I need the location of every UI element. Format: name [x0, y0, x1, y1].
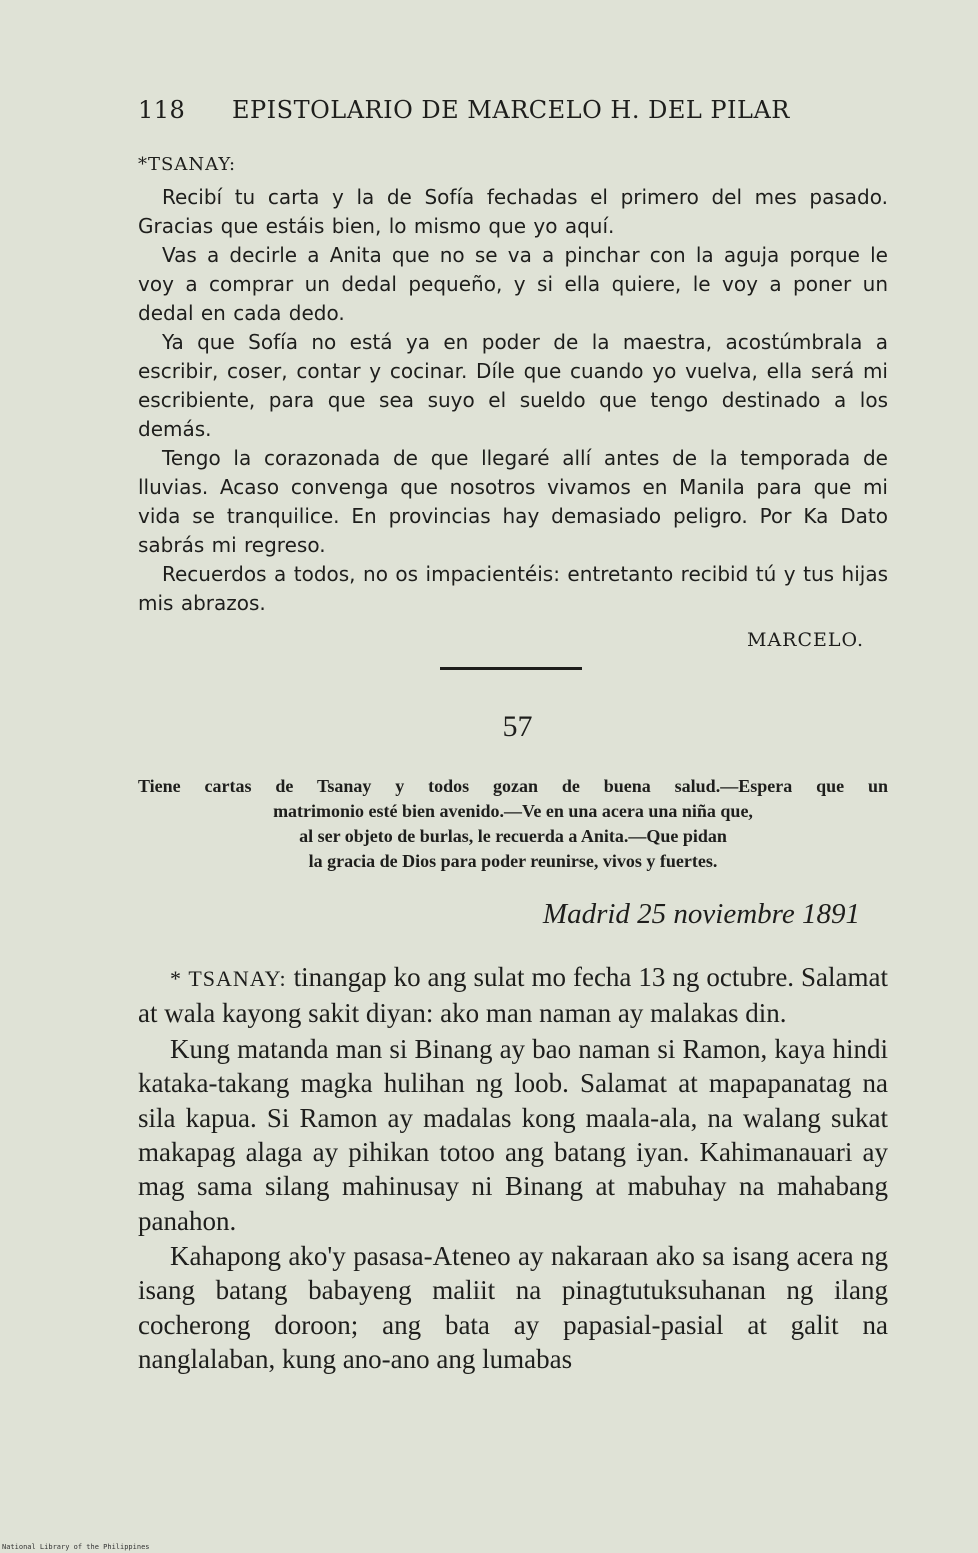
letter2-paragraph: Kung matanda man si Binang ay bao naman si Ramon, kaya hindi kataka-takang magka hulihan ng loob. Salamat at mapapanatag na sila kapua. Si Ramon ay madalas kong maala-ala, na walang sukat makapag alaga ay pihikan totoo ang batang iyan. Kahimanauari ay mag sama silang mahinusay ni Binang at mabuhay na mahabang panahon. — [138, 1033, 888, 1236]
running-header — [138, 96, 888, 124]
summary-line: Tiene cartas de Tsanay y todos gozan de buena salud.—Espera que un — [138, 776, 888, 796]
letter2-paragraph: Kahapong ako'y pasasa-Ateneo ay nakaraan ako sa isang acera ng isang batang babayeng maliit na pinagtutuksuhanan ng ilang cocherong doroon; ang bata ay papasial-pasial at galit na nanglalaban, kung ano-ano ang lumabas — [138, 1241, 888, 1375]
letter1-salutation: *TSANAY: — [138, 154, 237, 175]
letter-56-translation — [138, 150, 888, 655]
library-credit: National Library of the Philippines — [2, 1543, 150, 1551]
dateline: Madrid 25 noviembre 1891 — [542, 898, 860, 930]
letter1-paragraph: Ya que Sofía no está ya en poder de la maestra, acostúmbrala a escribir, coser, contar y cocinar. Díle que cuando yo vuelva, ella será mi escribiente, para que sea suyo el sueldo que tengo destinado a los demás. — [138, 330, 888, 441]
summary-line: la gracia de Dios para poder reunirse, vivos y fuertes. — [308, 851, 718, 871]
letter1-signature: MARCELO. — [746, 629, 864, 651]
letter1-paragraph: Recuerdos a todos, no os impacientéis: entretanto recibid tú y tus hijas mis abrazos. — [138, 562, 888, 615]
page-number: 118 — [138, 96, 186, 124]
letter-number: 57 — [502, 710, 533, 743]
letter2-paragraph-text: tinangap ko ang sulat mo fecha 13 ng octubre. Salamat at wala kayong sakit diyan: ako man naman ay malakas din. — [138, 962, 889, 1029]
running-title: EPISTOLARIO DE MARCELO H. DEL PILAR — [232, 96, 790, 124]
summary-line: al ser objeto de burlas, le recuerda a Anita.—Que pidan — [299, 826, 727, 846]
letter2-paragraph — [138, 960, 888, 1031]
letter1-paragraph: Recibí tu carta y la de Sofía fechadas el primero del mes pasado. Gracias que estáis bien, lo mismo que yo aquí. — [138, 185, 888, 238]
section-divider — [440, 667, 582, 670]
letter1-paragraph: Vas a decirle a Anita que no se va a pinchar con la aguja porque le voy a comprar un dedal pequeño, y si ella quiere, le voy a poner un dedal en cada dedo. — [138, 243, 888, 325]
letter1-paragraph: Tengo la corazonada de que llegaré allí antes de la temporada de lluvias. Acaso convenga que nosotros vivamos en Manila para que mi vida se tranquilice. En provincias hay demasiado peligro. Por Ka Dato sabrás mi regreso. — [138, 446, 888, 557]
letter-57-body — [138, 960, 888, 1378]
summary-line: matrimonio esté bien avenido.—Ve en una acera una niña que, — [273, 801, 753, 821]
letter2-salutation: * TSANAY: — [170, 966, 287, 991]
letter-summary — [138, 774, 888, 874]
